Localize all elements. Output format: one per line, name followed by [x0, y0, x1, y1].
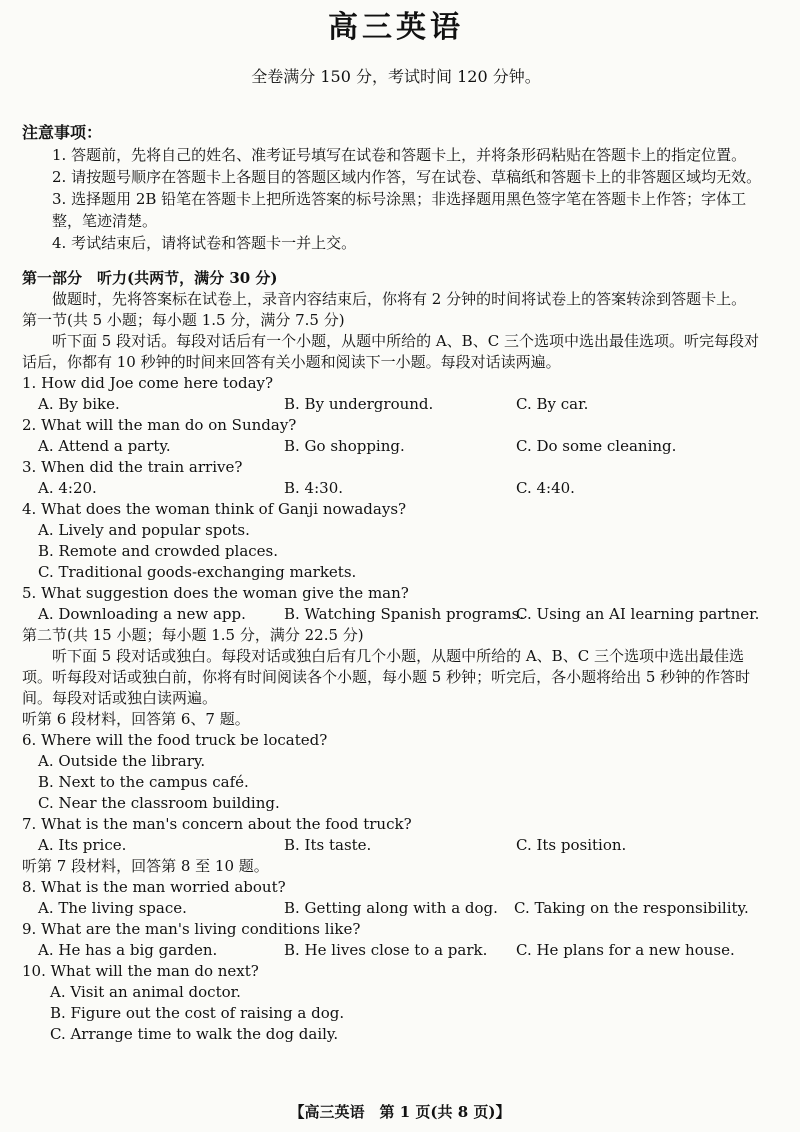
option-b: B. Its taste. [284, 836, 372, 854]
notice-heading: 注意事项： [22, 123, 103, 142]
option-c: C. Do some cleaning. [516, 437, 677, 455]
option-b: B. 4:30. [284, 479, 344, 497]
question-stem: 6. Where will the food truck be located? [22, 731, 328, 749]
option-a: A. Its price. [38, 836, 127, 854]
option-a: A. He has a big garden. [38, 941, 218, 959]
question-stem: 3. When did the train arrive? [22, 458, 243, 476]
option-c: C. Traditional goods-exchanging markets. [38, 563, 357, 581]
question-stem: 1. How did Joe come here today? [22, 374, 274, 392]
option-c: C. He plans for a new house. [516, 941, 735, 959]
section2-intro: 听下面 5 段对话或独白。每段对话或独白后有几个小题，从题中所给的 A、B、C 三个选项中选出最佳选项。听每段对话或独白前，你将有时间阅读各个小题，每小题 5 秒钟；听完后，各小题将给出 5 秒钟的作答时间。每段对话或独白读两遍。 [22, 647, 751, 707]
option-a: A. Attend a party. [38, 437, 171, 455]
option-a: A. The living space. [38, 899, 187, 917]
option-c: C. Using an AI learning partner. [516, 605, 760, 623]
question-stem: 5. What suggestion does the woman give the man? [22, 584, 409, 602]
option-b: B. By underground. [284, 395, 434, 413]
question-options [22, 982, 770, 1045]
question-stem: 7. What is the man's concern about the food truck? [22, 815, 412, 833]
question-stem: 2. What will the man do on Sunday? [22, 416, 297, 434]
option-a: A. Lively and popular spots. [38, 521, 250, 539]
section1-intro: 听下面 5 段对话。每段对话后有一个小题，从题中所给的 A、B、C 三个选项中选出最佳选项。听完每段对话后，你都有 10 秒钟的时间来回答有关小题和阅读下一小题。每段对话读两遍。 [22, 332, 759, 371]
question-options [22, 436, 770, 457]
option-c: C. Taking on the responsibility. [514, 899, 749, 917]
question-options [22, 604, 770, 625]
option-c: C. 4:40. [516, 479, 575, 497]
option-a: A. By bike. [38, 395, 120, 413]
notice-item: 1. 答题前，先将自己的姓名、准考证号填写在试卷和答题卡上，并将条形码粘贴在答题卡上的指定位置。 [52, 146, 747, 164]
option-b: B. He lives close to a park. [284, 941, 488, 959]
notice-list [22, 144, 770, 254]
option-a: A. Outside the library. [38, 752, 206, 770]
material-instruction: 听第 7 段材料，回答第 8 至 10 题。 [22, 857, 269, 875]
section1-heading: 第一节(共 5 小题；每小题 1.5 分，满分 7.5 分) [22, 311, 345, 329]
question-options [22, 940, 770, 961]
question-stem: 10. What will the man do next? [22, 962, 259, 980]
question-stem: 9. What are the man's living conditions like? [22, 920, 361, 938]
question-options [22, 751, 770, 814]
page-title: 高三英语 [328, 10, 464, 45]
material-instruction: 听第 6 段材料，回答第 6、7 题。 [22, 710, 250, 728]
option-b: B. Go shopping. [284, 437, 405, 455]
question-stem: 8. What is the man worried about? [22, 878, 286, 896]
section2-heading: 第二节(共 15 小题；每小题 1.5 分，满分 22.5 分) [22, 626, 364, 644]
option-b: B. Next to the campus café. [38, 773, 249, 791]
option-b: B. Getting along with a dog. [284, 899, 498, 917]
question-options [22, 394, 770, 415]
option-c: C. Its position. [516, 836, 627, 854]
notice-item: 4. 考试结束后，请将试卷和答题卡一并上交。 [52, 234, 357, 252]
option-b: B. Figure out the cost of raising a dog. [50, 1004, 345, 1022]
question-options [22, 835, 770, 856]
option-a: A. Downloading a new app. [38, 605, 246, 623]
option-b: B. Watching Spanish programs. [284, 605, 525, 623]
notice-item: 3. 选择题用 2B 铅笔在答题卡上把所选答案的标号涂黑；非选择题用黑色签字笔在答题卡上作答；字体工整，笔迹清楚。 [52, 190, 747, 230]
option-a: A. 4:20. [38, 479, 97, 497]
page-footer: 【高三英语 第 1 页(共 8 页)】 [289, 1103, 511, 1121]
option-a: A. Visit an animal doctor. [50, 983, 241, 1001]
question-options [22, 478, 770, 499]
question-stem: 4. What does the woman think of Ganji nowadays? [22, 500, 407, 518]
part1-intro: 做题时，先将答案标在试卷上，录音内容结束后，你将有 2 分钟的时间将试卷上的答案转涂到答题卡上。 [52, 290, 747, 308]
option-b: B. Remote and crowded places. [38, 542, 279, 560]
notice-item: 2. 请按题号顺序在答题卡上各题目的答题区域内作答，写在试卷、草稿纸和答题卡上的非答题区域均无效。 [52, 168, 762, 186]
option-c: C. Arrange time to walk the dog daily. [50, 1025, 339, 1043]
page-subtitle: 全卷满分 150 分，考试时间 120 分钟。 [251, 67, 541, 86]
option-c: C. By car. [516, 395, 589, 413]
question-options [22, 520, 770, 583]
part1-heading: 第一部分 听力(共两节，满分 30 分) [22, 269, 278, 287]
option-c: C. Near the classroom building. [38, 794, 280, 812]
question-options [22, 898, 770, 919]
